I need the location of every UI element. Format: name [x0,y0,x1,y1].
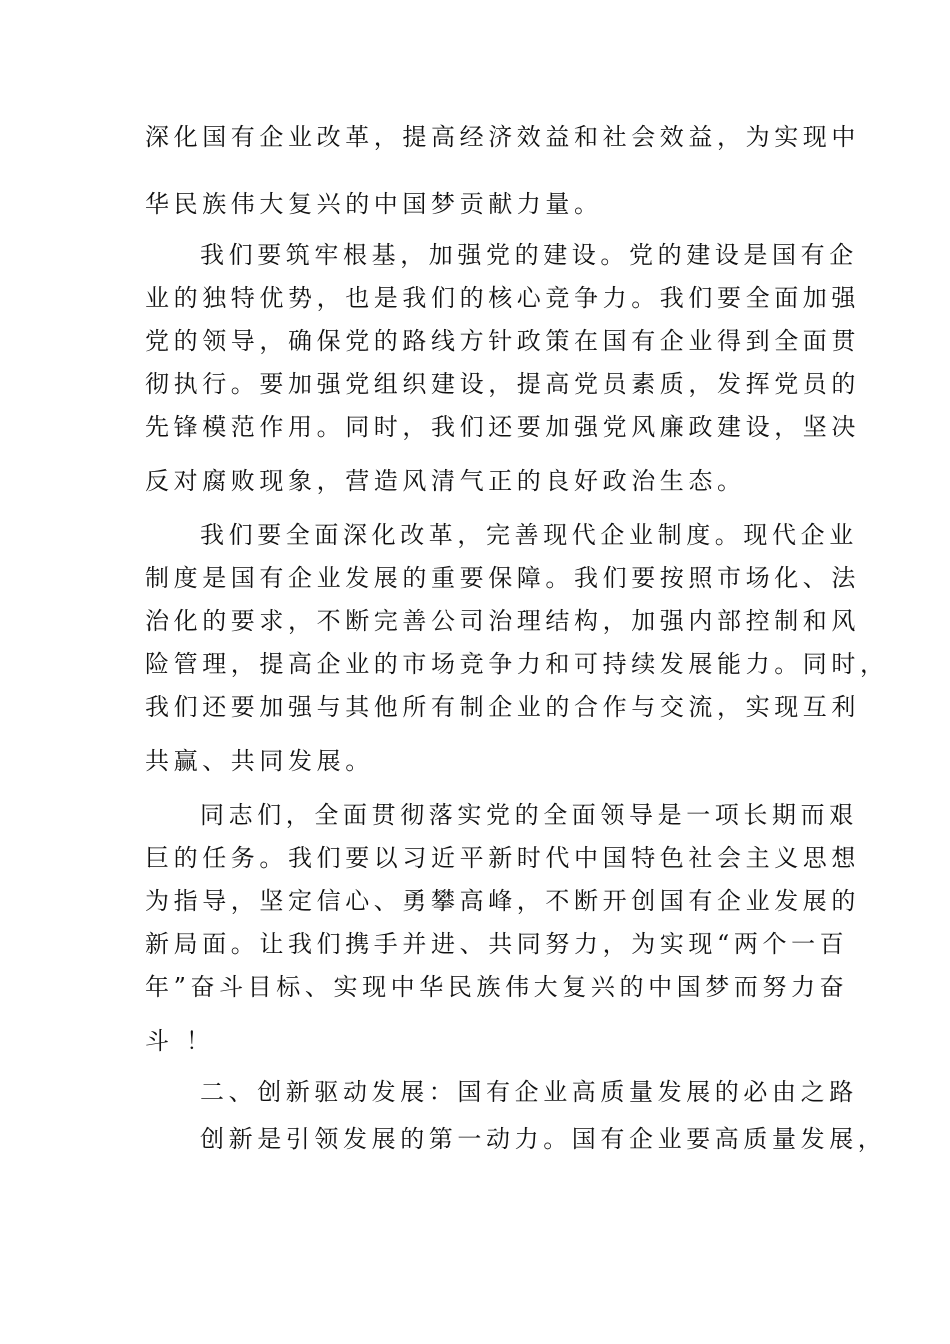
paragraph-first-line: 我们要筑牢根基，加强党的建设。党的建设是国有企 [200,241,858,269]
text-line: 共赢、共同发展。 [145,747,374,775]
text-line: 业的独特优势，也是我们的核心竞争力。我们要全面加强 [145,284,860,312]
text-line: 险管理，提高企业的市场竞争力和可持续发展能力。同时， [145,650,889,678]
text-line: 巨的任务。我们要以习近平新时代中国特色社会主义思想 [145,844,860,872]
text-line: 彻执行。要加强党组织建设，提高党员素质，发挥党员的 [145,370,860,398]
text-line: 深化国有企业改革，提高经济效益和社会效益，为实现中 [145,123,860,151]
text-line: 反对腐败现象，营造风清气正的良好政治生态。 [145,467,746,495]
text-line: 新局面。让我们携手并进、共同努力，为实现“两个一百 [145,930,849,958]
section-heading: 二、创新驱动发展：国有企业高质量发展的必由之路 [200,1078,858,1106]
paragraph-first-line: 同志们，全面贯彻落实党的全面领导是一项长期而艰 [200,801,858,829]
text-line: 年”奋斗目标、实现中华民族伟大复兴的中国梦而努力奋 [145,973,849,1001]
text-line: 华民族伟大复兴的中国梦贡献力量。 [145,190,603,218]
text-line: 斗 ！ [145,1027,215,1055]
paragraph-first-line: 创新是引领发展的第一动力。国有企业要高质量发展， [200,1125,887,1153]
text-line: 党的领导，确保党的路线方针政策在国有企业得到全面贯 [145,327,860,355]
text-line: 我们还要加强与其他所有制企业的合作与交流，实现互利 [145,693,860,721]
text-line: 制度是国有企业发展的重要保障。我们要按照市场化、法 [145,564,860,592]
paragraph-first-line: 我们要全面深化改革，完善现代企业制度。现代企业 [200,521,858,549]
text-line: 先锋模范作用。同时，我们还要加强党风廉政建设，坚决 [145,413,860,441]
text-line: 为指导，坚定信心、勇攀高峰，不断开创国有企业发展的 [145,887,860,915]
text-line: 治化的要求，不断完善公司治理结构，加强内部控制和风 [145,607,860,635]
